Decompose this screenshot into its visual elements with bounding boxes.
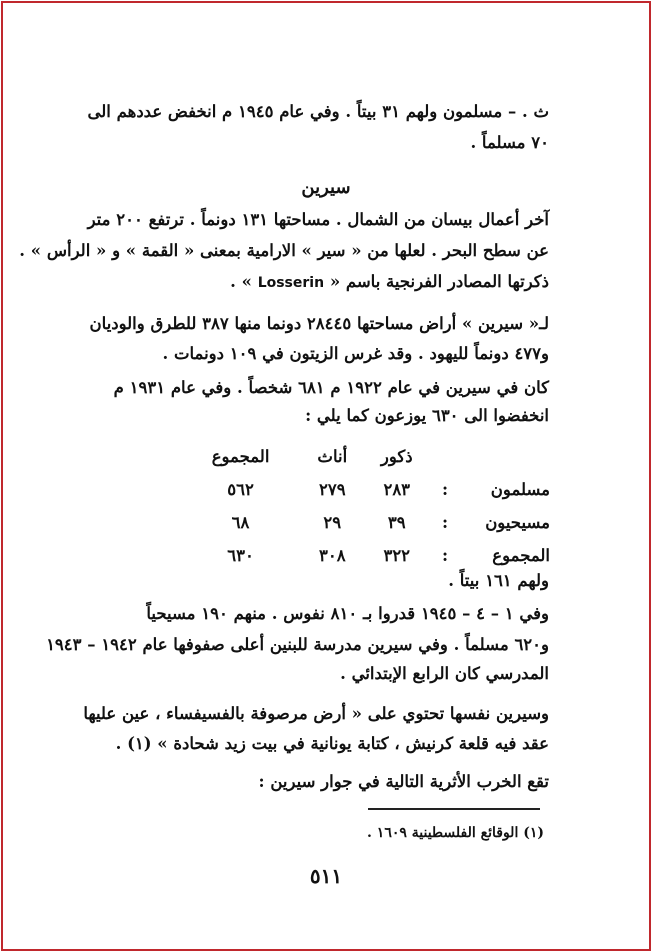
text-line-5 <box>230 271 549 294</box>
cell-males: ٣٩ <box>387 513 406 532</box>
text-line-4: عن سطح البحر . لعلها من « سير » الارامية بمعنى « القمة » و « الرأس » . <box>19 241 549 260</box>
text-line-8: كان في سيرين في عام ١٩٢٢ م ٦٨١ شخصاً . وفي عام ١٩٣١ م <box>113 378 549 397</box>
text-line-7: و٤٧٧ دونماً لليهود . وقد غرس الزيتون في ١٠٩ دونمات . <box>162 344 549 363</box>
cell-males: ٢٨٣ <box>383 480 411 499</box>
text-line-5-b: » . <box>230 272 252 291</box>
cell-total: ٦٣٠ <box>227 546 254 565</box>
footnote: (١) الوقائع الفلسطينية ١٦٠٩ . <box>367 825 544 841</box>
row-label: مسلمون <box>490 480 550 499</box>
row-label: المجموع <box>492 546 550 565</box>
table-header-row <box>180 440 550 473</box>
text-line-11: وفي ١ – ٤ – ١٩٤٥ قدروا بـ ٨١٠ نفوس . منهم ١٩٠ مسيحياً <box>146 604 549 623</box>
text-line-2: ٧٠ مسلماً . <box>470 133 549 152</box>
footnote-divider <box>368 808 540 810</box>
header-females: أناث <box>317 447 348 466</box>
text-line-15: عقد فيه قلعة كرنيش ، كتابة يونانية في بيت زيد شحادة » (١) . <box>115 734 549 753</box>
population-table <box>180 440 550 572</box>
row-colon: : <box>441 480 449 499</box>
cell-total: ٦٨ <box>231 513 250 532</box>
text-line-9: انخفضوا الى ٦٣٠ يوزعون كما يلي : <box>305 406 549 425</box>
section-title: سيرين <box>301 177 351 198</box>
header-total: المجموع <box>211 447 270 466</box>
cell-males: ٣٢٢ <box>383 546 411 565</box>
text-line-12: و٦٢٠ مسلماً . وفي سيرين مدرسة للبنين أعلى صفوفها عام ١٩٤٢ – ١٩٤٣ <box>46 635 549 654</box>
text-line-6: لـ« سيرين » أراض مساحتها ٢٨٤٤٥ دونما منها ٣٨٧ للطرق والوديان <box>89 314 549 333</box>
text-line-10: ولهم ١٦١ بيتاً . <box>448 571 549 590</box>
latin-name: Losserin <box>257 275 325 291</box>
text-line-14: وسيرين نفسها تحتوي على « أرض مرصوفة بالفسيفساء ، عين عليها <box>83 704 549 723</box>
text-line-3: آخر أعمال بيسان من الشمال . مساحتها ١٣١ دونماً . ترتفع ٢٠٠ متر <box>87 210 549 229</box>
row-colon: : <box>441 513 449 532</box>
text-line-13: المدرسي كان الرابع الإبتدائي . <box>340 664 549 683</box>
text-line-5-a: ذكرتها المصادر الفرنجية باسم « <box>329 272 549 291</box>
table-row <box>180 473 550 506</box>
row-colon: : <box>441 546 449 565</box>
row-label: مسيحيون <box>485 513 550 532</box>
table-row <box>180 539 550 572</box>
cell-females: ٢٧٩ <box>319 480 346 499</box>
cell-females: ٣٠٨ <box>319 546 346 565</box>
header-males: ذكور <box>380 447 413 466</box>
text-line-1: ث . – مسلمون ولهم ٣١ بيتاً . وفي عام ١٩٤٥ م انخفض عددهم الى <box>87 102 549 121</box>
table-row <box>180 506 550 539</box>
cell-females: ٢٩ <box>323 513 342 532</box>
text-line-16: تقع الخرب الأثرية التالية في جوار سيرين : <box>258 772 549 791</box>
cell-total: ٥٦٢ <box>227 480 254 499</box>
page-number: ٥١١ <box>309 864 343 888</box>
